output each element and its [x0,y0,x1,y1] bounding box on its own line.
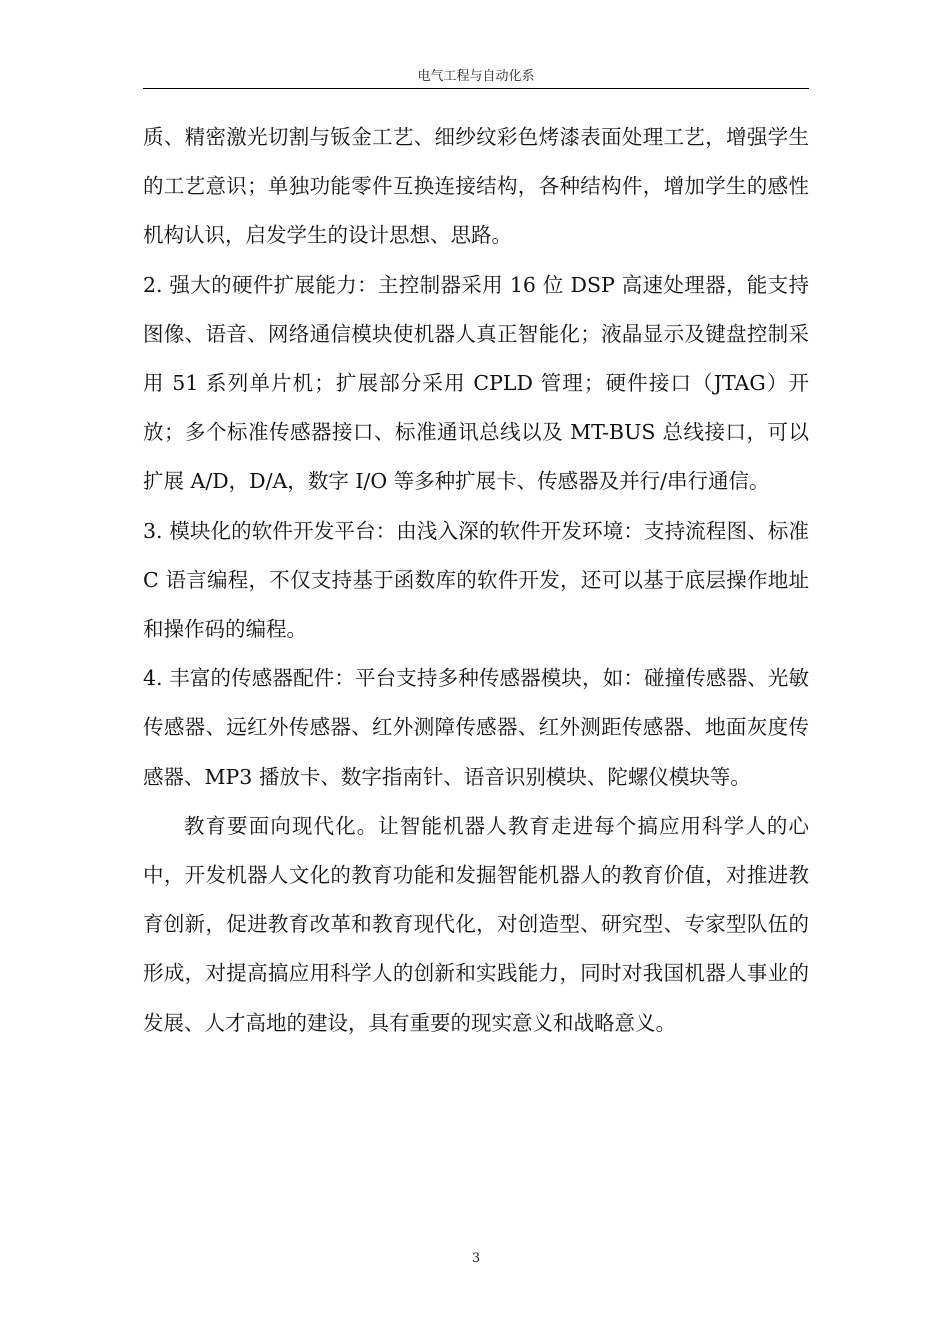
page-number: 3 [471,1251,481,1266]
paragraph-education-modernization: 教育要面向现代化。让智能机器人教育走进每个搞应用科学人的心中，开发机器人文化的教育功能和发掘智能机器人的教育价值，对推进教育创新，促进教育改革和教育现代化，对创造型、研究型、专家型队伍的形成，对提高搞应用科学人的创新和实践能力，同时对我国机器人事业的发展、人才高地的建设，具有重要的现实意义和战略意义。 [143,813,809,1035]
paragraph-continuation: 质、精密激光切割与钣金工艺、细纱纹彩色烤漆表面处理工艺，增强学生的工艺意识；单独功能零件互换连接结构，各种结构件，增加学生的感性机构认识，启发学生的设计思想、思路。 [143,125,809,248]
document-body [143,113,809,1048]
paragraph-hardware-expansion: 2. 强大的硬件扩展能力：主控制器采用 16 位 DSP 高速处理器，能支持图像、语音、网络通信模块使机器人真正智能化；液晶显示及键盘控制采用 51 系列单片机；扩展部分采用 CPLD 管理；硬件接口（JTAG）开放；多个标准传感器接口、标准通讯总线以及 MT-BUS 总线接口，可以扩展 A/D，D/A，数字 I/O 等多种扩展卡、传感器及并行/串行通信。 [143,272,809,494]
header-divider [143,88,809,89]
paragraph-software-platform: 3. 模块化的软件开发平台：由浅入深的软件开发环境：支持流程图、标准 C 语言编程，不仅支持基于函数库的软件开发，还可以基于底层操作地址和操作码的编程。 [143,518,809,642]
paragraph-sensor-accessories: 4. 丰富的传感器配件：平台支持多种传感器模块，如：碰撞传感器、光敏传感器、远红外传感器、红外测障传感器、红外测距传感器、地面灰度传感器、MP3 播放卡、数字指南针、语音识别模块、陀螺仪模块等。 [143,666,809,789]
page-header: 电气工程与自动化系 [417,69,535,84]
